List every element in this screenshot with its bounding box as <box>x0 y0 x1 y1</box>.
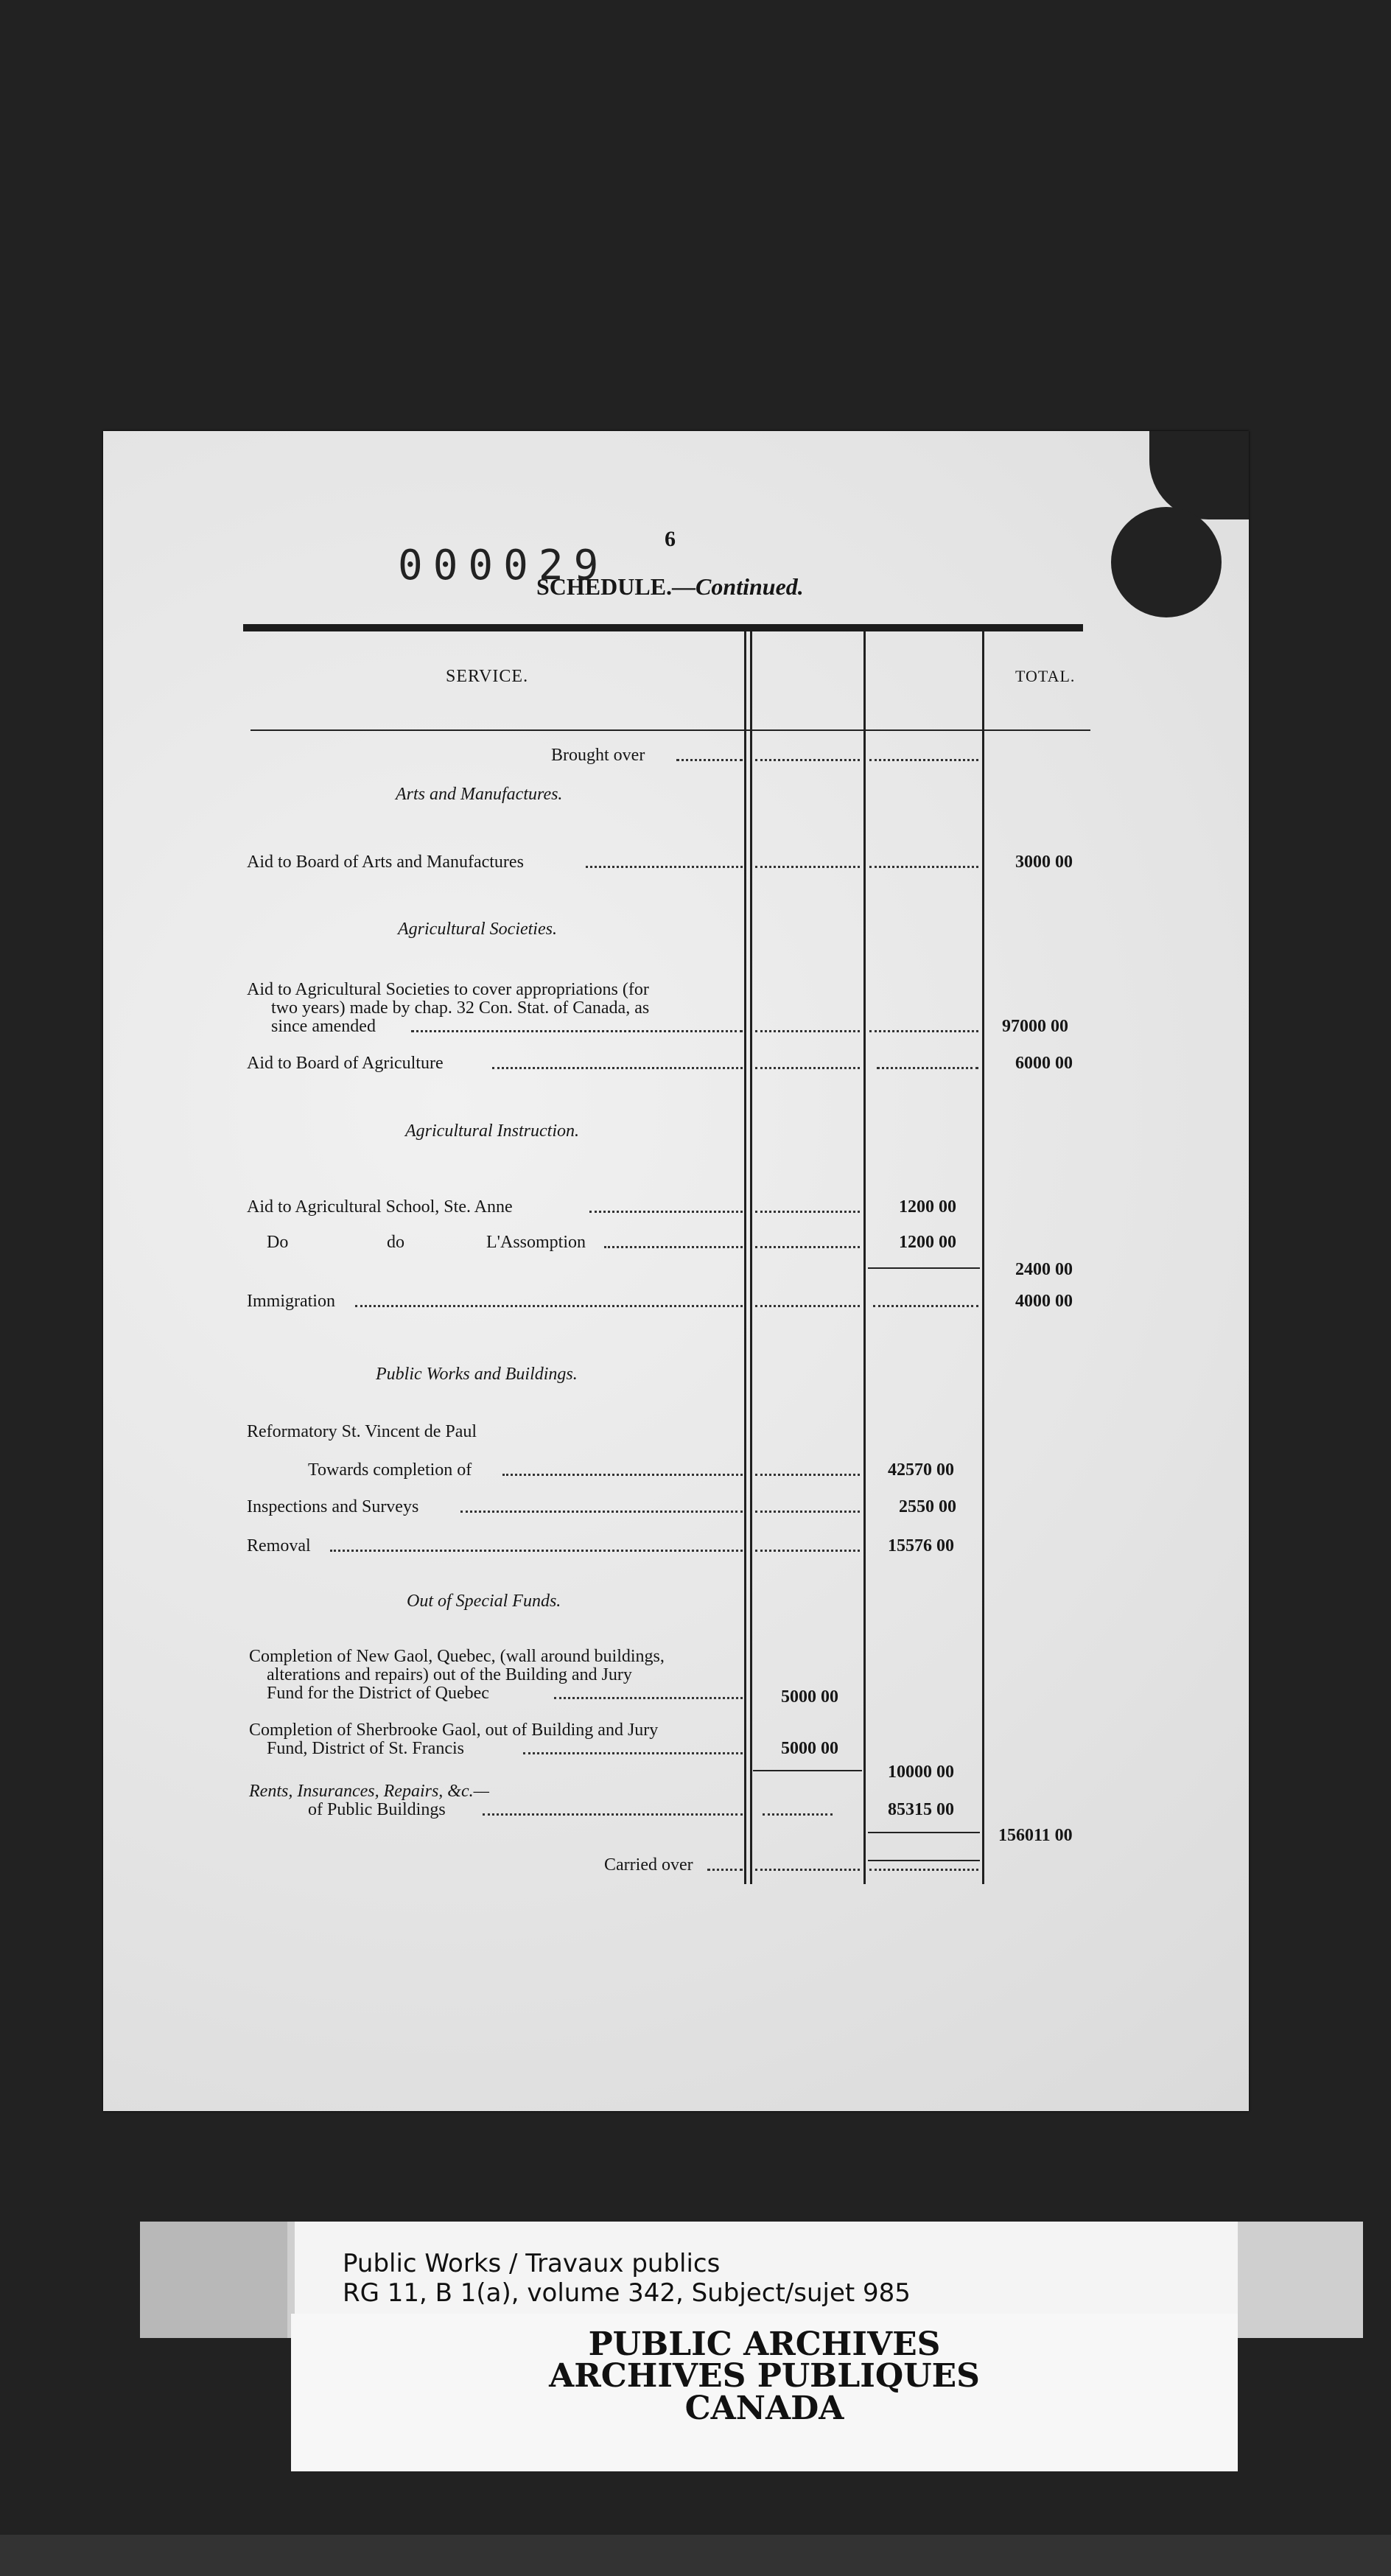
total-column-header: TOTAL. <box>1015 667 1076 685</box>
film-frame-bottom <box>0 2535 1391 2576</box>
immigration-total: 4000 00 <box>1015 1292 1073 1311</box>
archive-stamp-line2: ARCHIVES PUBLIQUES <box>549 2357 980 2395</box>
inspections-label: Inspections and Surveys <box>247 1497 419 1516</box>
page-number: 6 <box>665 527 676 551</box>
agri-societies-line1: Aid to Agricultural Societies to cover appropriations (for <box>247 980 649 999</box>
gaol-sherbrooke-line1: Completion of Sherbrooke Gaol, out of Building and Jury <box>249 1721 659 1740</box>
lassomption-amount: 1200 00 <box>899 1233 956 1252</box>
rents-line2: of Public Buildings <box>308 1800 446 1819</box>
leader-dots <box>755 1305 860 1307</box>
leader-dots <box>460 1511 743 1513</box>
section-heading-agricultural-instruction: Agricultural Instruction. <box>405 1121 579 1141</box>
leader-dots <box>755 1550 860 1552</box>
leader-dots <box>869 759 978 761</box>
gaol-quebec-line1: Completion of New Gaol, Quebec, (wall around buildings, <box>249 1647 665 1666</box>
leader-dots <box>483 1813 743 1816</box>
gaol-quebec-line3: Fund for the District of Quebec <box>267 1684 489 1703</box>
do-label: Do <box>267 1233 289 1252</box>
agri-societies-total: 97000 00 <box>1002 1017 1068 1036</box>
leader-dots <box>330 1550 743 1552</box>
leader-dots <box>492 1067 743 1069</box>
special-funds-subtotal: 10000 00 <box>888 1763 954 1782</box>
arts-aid-label: Aid to Board of Arts and Manufactures <box>247 853 524 872</box>
column-divider-3 <box>982 631 984 1884</box>
section-heading-special-funds: Out of Special Funds. <box>407 1592 561 1611</box>
stamp-number: 000029 <box>398 542 609 589</box>
section-heading-arts: Arts and Manufactures. <box>396 785 563 804</box>
archive-stamp-line1: PUBLIC ARCHIVES <box>588 2325 941 2363</box>
leader-dots <box>707 1869 743 1871</box>
leader-dots <box>877 1067 978 1069</box>
agri-societies-line3: since amended <box>271 1017 376 1036</box>
removal-label: Removal <box>247 1536 311 1555</box>
leader-dots <box>869 1030 978 1032</box>
leader-dots <box>755 1067 860 1069</box>
agri-school-amount: 1200 00 <box>899 1197 956 1217</box>
archive-reference-line1: Public Works / Travaux publics <box>343 2249 721 2278</box>
towards-completion-label: Towards completion of <box>308 1460 472 1480</box>
agri-societies-line2: two years) made by chap. 32 Con. Stat. of Canada, as <box>271 998 650 1018</box>
column-divider-1b <box>750 631 752 1884</box>
brought-over-label: Brought over <box>551 746 645 765</box>
section-heading-agricultural-societies: Agricultural Societies. <box>398 920 557 939</box>
leader-dots <box>755 1511 860 1513</box>
rents-amount: 85315 00 <box>888 1800 954 1819</box>
agri-school-label: Aid to Agricultural School, Ste. Anne <box>247 1197 513 1217</box>
closing-rule <box>868 1860 980 1861</box>
header-rule <box>250 729 1090 731</box>
carried-over-label: Carried over <box>604 1855 693 1875</box>
lassomption-label: L'Assomption <box>486 1233 586 1252</box>
leader-dots <box>763 1813 833 1816</box>
leader-dots <box>755 759 860 761</box>
archive-reference-line2: RG 11, B 1(a), volume 342, Subject/sujet 985 <box>343 2278 911 2308</box>
leader-dots <box>554 1697 743 1699</box>
gaol-sherbrooke-line2: Fund, District of St. Francis <box>267 1739 464 1758</box>
agri-instruction-total: 2400 00 <box>1015 1260 1073 1279</box>
arts-aid-total: 3000 00 <box>1015 853 1073 872</box>
inspections-amount: 2550 00 <box>899 1497 956 1516</box>
subtotal-rule <box>753 1770 862 1771</box>
leader-dots <box>755 1211 860 1213</box>
leader-dots <box>411 1030 743 1032</box>
leader-dots <box>755 866 860 868</box>
leader-dots <box>755 1474 860 1476</box>
leader-dots <box>869 866 978 868</box>
page-title: SCHEDULE.—Continued. <box>536 573 804 600</box>
subtotal-rule <box>868 1832 980 1833</box>
immigration-label: Immigration <box>247 1292 335 1311</box>
leader-dots <box>873 1305 978 1307</box>
title-rule <box>243 624 1083 631</box>
leader-dots <box>523 1752 743 1754</box>
towards-completion-amount: 42570 00 <box>888 1460 954 1480</box>
archive-label-shadow <box>140 2222 287 2338</box>
leader-dots <box>355 1305 743 1307</box>
leader-dots <box>589 1211 743 1213</box>
archive-stamp-line3: CANADA <box>684 2390 844 2427</box>
gaol-quebec-amount: 5000 00 <box>781 1687 838 1707</box>
reformatory-label: Reformatory St. Vincent de Paul <box>247 1422 477 1441</box>
service-column-header: SERVICE. <box>446 667 529 686</box>
leader-dots <box>604 1246 743 1248</box>
agri-board-total: 6000 00 <box>1015 1054 1073 1073</box>
section-heading-public-works: Public Works and Buildings. <box>376 1365 578 1384</box>
page-hole <box>1111 507 1222 617</box>
removal-amount: 15576 00 <box>888 1536 954 1555</box>
leader-dots <box>502 1474 743 1476</box>
leader-dots <box>869 1869 978 1871</box>
gaol-quebec-line2: alterations and repairs) out of the Building and Jury <box>267 1665 632 1684</box>
rents-line1: Rents, Insurances, Repairs, &c.— <box>249 1782 489 1801</box>
gaol-sherbrooke-amount: 5000 00 <box>781 1739 838 1758</box>
subtotal-rule <box>868 1267 980 1269</box>
leader-dots <box>586 866 743 868</box>
column-divider-1 <box>744 631 746 1884</box>
agri-board-label: Aid to Board of Agriculture <box>247 1054 444 1073</box>
leader-dots <box>676 759 743 761</box>
leader-dots <box>755 1869 860 1871</box>
public-works-total: 156011 00 <box>998 1826 1073 1845</box>
leader-dots <box>755 1030 860 1032</box>
column-divider-2 <box>863 631 866 1884</box>
do-label: do <box>387 1233 404 1252</box>
leader-dots <box>755 1246 860 1248</box>
